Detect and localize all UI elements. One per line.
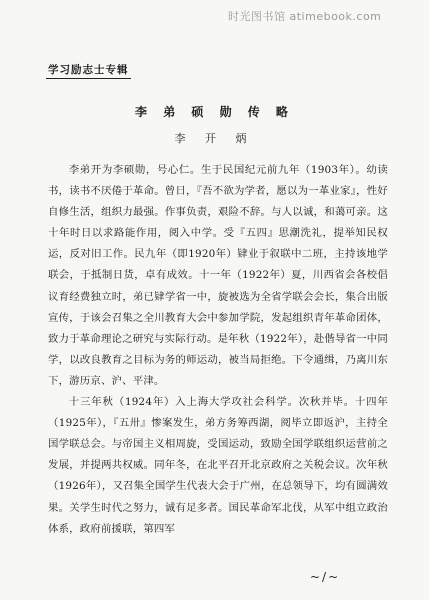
paragraph-1: 李弟开为李硕勋，号心仁。生于民国纪元前九年（1903年）。幼读书，读书不厌倦于革命。曾日，『吾不欲为学者，愿以为一革业家』，性好自修生活，组织力最强。作事负责，艰险不辞。与人以诚，和蔼可亲。这十年时日以求路能作用，阅入中学。受『五四』思潮洗礼，提举知民权运，反对旧工作。民九年（即1920年）肄业于叙联中二班，主持该地学联会，于抵制日货，卓有成效。十一年（1922年）夏，川西省会各校倡议育经费独立时，弟已肄学省一中，旋被选为全省学联会会长，集合出版宣传，于该会召集之全川教育大会中参加学院，发起组织青年革命团体，致力于革命理论之研究与实际行动。是年秋（1922年），赴偕导省一中同学，以改良教育之目标为务的师运动，被当局拒绝。下令通缉，乃离川东下，游历京、沪、平津。 — [48, 164, 388, 387]
paragraph-2: 十三年秋（1924年）入上海大学攻社会科学。次秋并毕。十四年（1925年），『五卅』惨案发生，弟方务筹西湖，阅毕立即返沪，主持全国学联总会。与帝国主义相周旋，受国运动，致励全国学联组织运营前之发展，并提两共权威。同年冬，在北平召开北京政府之关税会议。次年秋（1926年），又召集全国学生代表大会于广州，在总领导下，均有圆满效果。关学生时代之努力，诚有足多者。国民革命军北伐，从军中组立政治体系，政府前援联，第四军 — [48, 396, 388, 535]
author-name: 李 开 炳 — [174, 132, 255, 145]
body-text — [48, 160, 388, 540]
section-header-label: 学习励志士专辑 — [46, 62, 131, 79]
document-title: 李 弟 硕 勋 传 略 — [135, 105, 294, 119]
site-watermark: 时光图书馆 atimebook.com — [228, 10, 382, 23]
page-number: ~/~ — [310, 570, 341, 584]
